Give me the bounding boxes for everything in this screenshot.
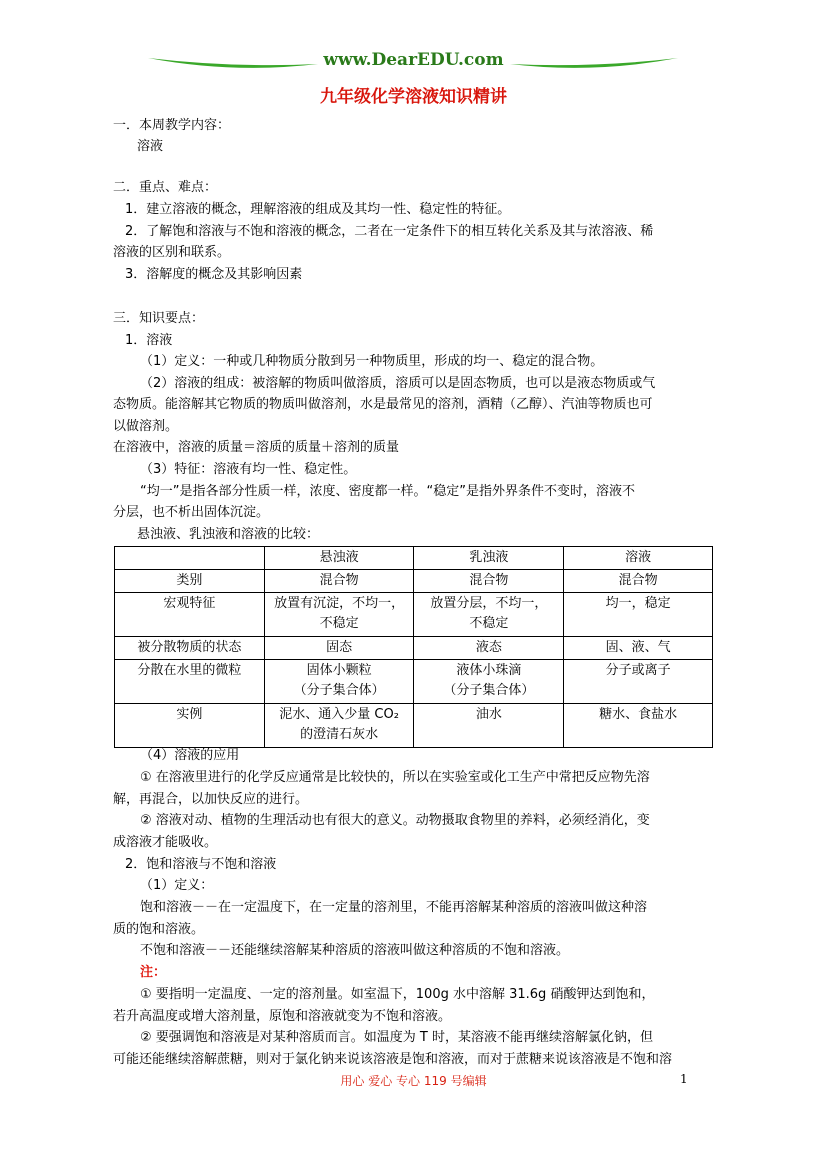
table-header-cell: 溶液 <box>564 547 713 570</box>
table-header-cell: 乳浊液 <box>414 547 564 570</box>
table-cell: 被分散物质的状态 <box>115 637 265 660</box>
text-line: 1．建立溶液的概念，理解溶液的组成及其均一性、稳定性的特征。 <box>125 202 511 217</box>
table-cell: 放置分层，不均一， 不稳定 <box>414 593 564 637</box>
text-line: 成溶液才能吸收。 <box>113 835 218 850</box>
text-line: （1）定义：一种或几种物质分散到另一种物质里，形成的均一、稳定的混合物。 <box>140 354 604 369</box>
text-line: 悬浊液、乳浊液和溶液的比较： <box>137 527 320 542</box>
table-cell: 混合物 <box>264 570 414 593</box>
table-cell: 实例 <box>115 704 265 748</box>
table-cell: 液体小珠滴 （分子集合体） <box>414 660 564 704</box>
table-header-row <box>115 547 713 570</box>
table-cell: 固体小颗粒 （分子集合体） <box>264 660 414 704</box>
text-line: 解，再混合，以加快反应的进行。 <box>113 792 309 807</box>
text-line: 一．本周教学内容： <box>113 118 231 133</box>
text-line: （2）溶液的组成：被溶解的物质叫做溶质，溶质可以是固态物质，也可以是液态物质或气 <box>140 376 656 391</box>
text-line: 二．重点、难点： <box>113 180 218 195</box>
page-footer: 用心 爱心 专心 119 号编辑 <box>340 1074 487 1088</box>
text-line: 以做溶剂。 <box>113 419 179 434</box>
table-row <box>115 570 713 593</box>
table-cell: 混合物 <box>564 570 713 593</box>
table-cell: 糖水、食盐水 <box>564 704 713 748</box>
table-header-cell: 悬浊液 <box>264 547 414 570</box>
table-row <box>115 593 713 637</box>
table-cell: 混合物 <box>414 570 564 593</box>
text-line: ② 要强调饱和溶液是对某种溶质而言。如温度为 T 时，某溶液不能再继续溶解氯化钠，但 <box>140 1030 653 1045</box>
text-line: （1）定义： <box>140 878 214 893</box>
text-line: 1．溶液 <box>125 333 173 348</box>
table-cell: 宏观特征 <box>115 593 265 637</box>
text-line: ① 要指明一定温度、一定的溶剂量。如室温下，100g 水中溶解 31.6g 硝酸钾达到饱和， <box>140 987 655 1002</box>
note-label: 注： <box>140 965 167 980</box>
table-cell: 液态 <box>414 637 564 660</box>
text-line: 不饱和溶液－－还能继续溶解某种溶质的溶液叫做这种溶质的不饱和溶液。 <box>140 943 570 958</box>
table-cell: 均一，稳定 <box>564 593 713 637</box>
text-line: 可能还能继续溶解蔗糖，则对于氯化钠来说该溶液是饱和溶液，而对于蔗糖来说该溶液是不饱和溶 <box>113 1052 673 1067</box>
table-cell: 油水 <box>414 704 564 748</box>
table-cell: 放置有沉淀，不均一， 不稳定 <box>264 593 414 637</box>
table-cell: 分子或离子 <box>564 660 713 704</box>
text-line: 2．了解饱和溶液与不饱和溶液的概念，二者在一定条件下的相互转化关系及其与浓溶液、稀 <box>125 224 654 239</box>
text-line: 三．知识要点： <box>113 311 205 326</box>
text-line: 2．饱和溶液与不饱和溶液 <box>125 857 277 872</box>
table-row <box>115 660 713 704</box>
page-number: 1 <box>680 1072 688 1086</box>
text-line: 质的饱和溶液。 <box>113 922 205 937</box>
site-banner[interactable]: www.DearEDU.com <box>323 50 504 70</box>
text-line: 分层，也不析出固体沉淀。 <box>113 505 270 520</box>
table-cell: 泥水、通入少量 CO₂ 的澄清石灰水 <box>264 704 414 748</box>
text-line: 溶液的区别和联系。 <box>113 245 231 260</box>
text-line: 3．溶解度的概念及其影响因素 <box>125 267 303 282</box>
page-title: 九年级化学溶液知识精讲 <box>320 87 507 107</box>
text-line: （4）溶液的应用 <box>140 748 240 763</box>
table-cell: 分散在水里的微粒 <box>115 660 265 704</box>
comparison-table <box>114 546 713 748</box>
table-cell: 固态 <box>264 637 414 660</box>
table-header-cell <box>115 547 265 570</box>
table-cell: 固、液、气 <box>564 637 713 660</box>
table-cell: 类别 <box>115 570 265 593</box>
text-line: ② 溶液对动、植物的生理活动也有很大的意义。动物摄取食物里的养料，必须经消化，变 <box>140 813 650 828</box>
text-line: 在溶液中，溶液的质量＝溶质的质量＋溶剂的质量 <box>113 440 400 455</box>
text-line: ① 在溶液里进行的化学反应通常是比较快的，所以在实验室或化工生产中常把反应物先溶 <box>140 770 650 785</box>
text-line: 若升高温度或增大溶剂量，原饱和溶液就变为不饱和溶液。 <box>113 1009 452 1024</box>
table-row <box>115 704 713 748</box>
table-row <box>115 637 713 660</box>
text-line: （3）特征：溶液有均一性、稳定性。 <box>140 462 357 477</box>
text-line: 溶液 <box>137 139 164 154</box>
text-line: 饱和溶液－－在一定温度下，在一定量的溶剂里，不能再溶解某种溶质的溶液叫做这种溶 <box>140 900 648 915</box>
text-line: “均一”是指各部分性质一样，浓度、密度都一样。“稳定”是指外界条件不变时，溶液不 <box>140 484 635 499</box>
text-line: 态物质。能溶解其它物质的物质叫做溶剂，水是最常见的溶剂，酒精（乙醇）、汽油等物质也可 <box>113 397 653 412</box>
